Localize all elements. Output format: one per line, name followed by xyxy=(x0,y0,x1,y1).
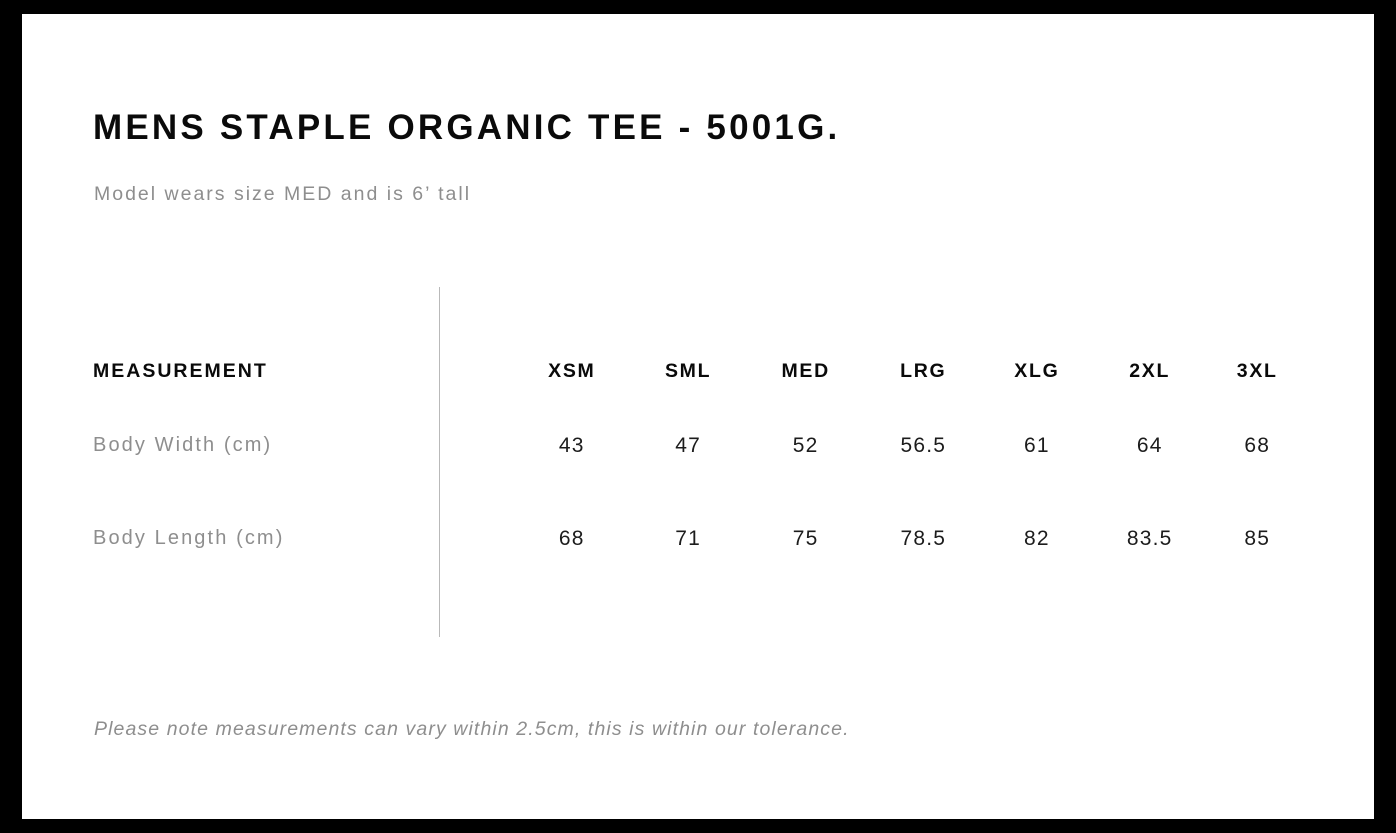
column-header-sml: SML xyxy=(664,360,712,382)
column-header-2xl: 2XL xyxy=(1129,360,1171,382)
column-header-3xl: 3XL xyxy=(1236,360,1278,382)
row-label-body-width: Body Width (cm) xyxy=(93,434,273,456)
cell-body-width-med: 52 xyxy=(792,433,819,457)
column-header-med: MED xyxy=(781,360,830,382)
row-label-body-length: Body Length (cm) xyxy=(93,527,285,549)
column-header-xsm: XSM xyxy=(548,360,596,382)
table-row xyxy=(93,492,1308,585)
cell-body-width-sml: 47 xyxy=(675,433,701,457)
cell-body-length-med: 75 xyxy=(792,526,819,550)
cell-body-length-xsm: 68 xyxy=(558,526,585,550)
table-header xyxy=(93,344,1308,399)
model-note: Model wears size MED and is 6’ tall xyxy=(94,183,472,205)
cell-body-length-lrg: 78.5 xyxy=(900,526,947,550)
cell-body-width-2xl: 64 xyxy=(1136,433,1163,457)
cell-body-length-2xl: 83.5 xyxy=(1126,526,1173,550)
cell-body-width-3xl: 68 xyxy=(1244,433,1271,457)
table-header-row xyxy=(93,344,1308,399)
cell-body-width-xsm: 43 xyxy=(558,433,585,457)
size-chart-page xyxy=(22,14,1374,819)
cell-body-length-3xl: 85 xyxy=(1244,526,1271,550)
size-measurement-table xyxy=(93,344,1308,585)
column-header-lrg: LRG xyxy=(900,360,947,382)
cell-body-width-lrg: 56.5 xyxy=(900,433,947,457)
cell-body-length-xlg: 82 xyxy=(1023,526,1050,550)
table-row xyxy=(93,399,1308,492)
tolerance-note: Please note measurements can vary within 2.5cm, this is within our tolerance. xyxy=(94,718,850,740)
cell-body-length-sml: 71 xyxy=(675,526,701,550)
cell-body-width-xlg: 61 xyxy=(1023,433,1050,457)
column-header-measurement: MEASUREMENT xyxy=(93,360,268,382)
table-body xyxy=(93,399,1308,585)
page-title: MENS STAPLE ORGANIC TEE - 5001G. xyxy=(93,108,841,147)
size-chart-content xyxy=(22,14,1374,819)
column-header-xlg: XLG xyxy=(1014,360,1060,382)
